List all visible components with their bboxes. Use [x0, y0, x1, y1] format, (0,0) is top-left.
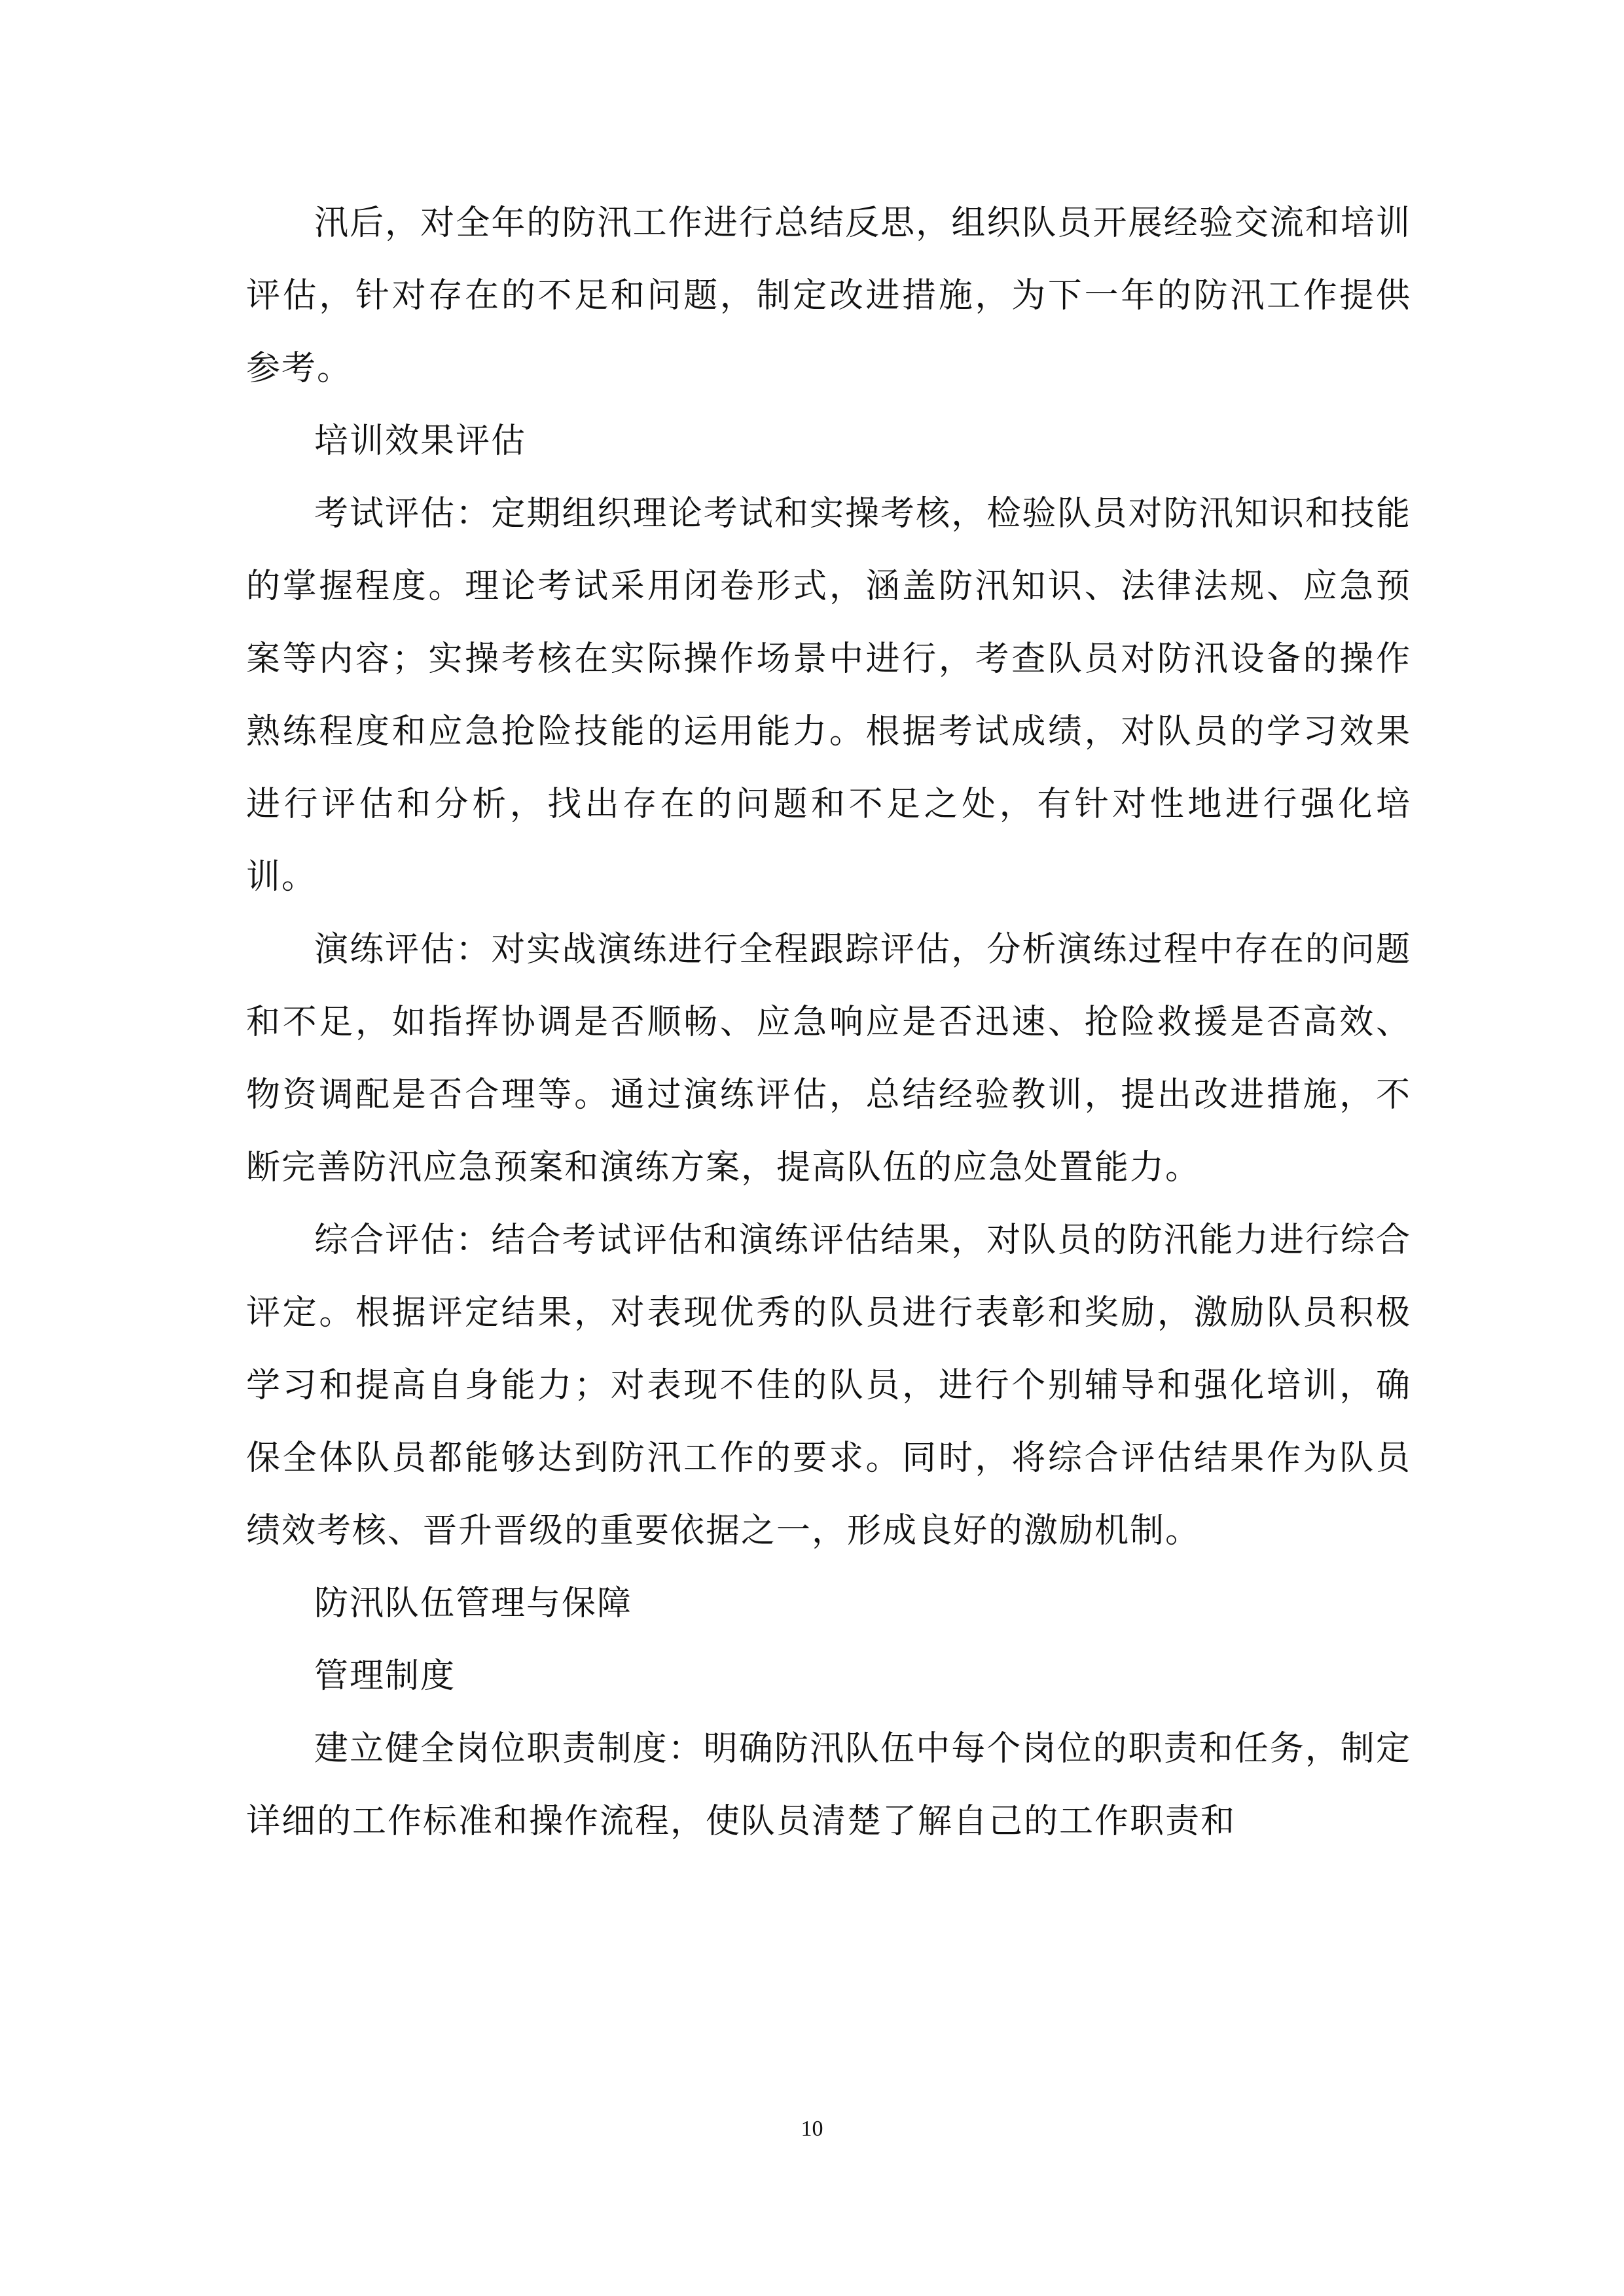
document-body	[246, 187, 1411, 1858]
heading-management-system: 管理制度	[314, 1657, 456, 1696]
paragraph-flood-summary: 汛后，对全年的防汛工作进行总结反思，组织队员开展经验交流和培训评估，针对存在的不足和问题，制定改进措施，为下一年的防汛工作提供参考。	[246, 204, 1411, 388]
heading-team-management: 防汛队伍管理与保障	[314, 1584, 633, 1623]
paragraph-job-responsibility: 建立健全岗位职责制度：明确防汛队伍中每个岗位的职责和任务，制定详细的工作标准和操作流程，使队员清楚了解自己的工作职责和	[246, 1729, 1411, 1841]
page-number: 10	[801, 2117, 823, 2141]
heading-training-evaluation: 培训效果评估	[314, 422, 527, 461]
paragraph-comprehensive-evaluation: 综合评估：结合考试评估和演练评估结果，对队员的防汛能力进行综合评定。根据评定结果，对表现优秀的队员进行表彰和奖励，激励队员积极学习和提高自身能力；对表现不佳的队员，进行个别辅导和强化培训，确保全体队员都能够达到防汛工作的要求。同时，将综合评估结果作为队员绩效考核、晋升晋级的重要依据之一，形成良好的激励机制。	[246, 1221, 1411, 1551]
paragraph-exam-evaluation: 考试评估：定期组织理论考试和实操考核，检验队员对防汛知识和技能的掌握程度。理论考试采用闭卷形式，涵盖防汛知识、法律法规、应急预案等内容；实操考核在实际操作场景中进行，考查队员对防汛设备的操作熟练程度和应急抢险技能的运用能力。根据考试成绩，对队员的学习效果进行评估和分析，找出存在的问题和不足之处，有针对性地进行强化培训。	[246, 494, 1411, 897]
paragraph-drill-evaluation: 演练评估：对实战演练进行全程跟踪评估，分析演练过程中存在的问题和不足，如指挥协调是否顺畅、应急响应是否迅速、抢险救援是否高效、物资调配是否合理等。通过演练评估，总结经验教训，提出改进措施，不断完善防汛应急预案和演练方案，提高队伍的应急处置能力。	[246, 930, 1411, 1187]
